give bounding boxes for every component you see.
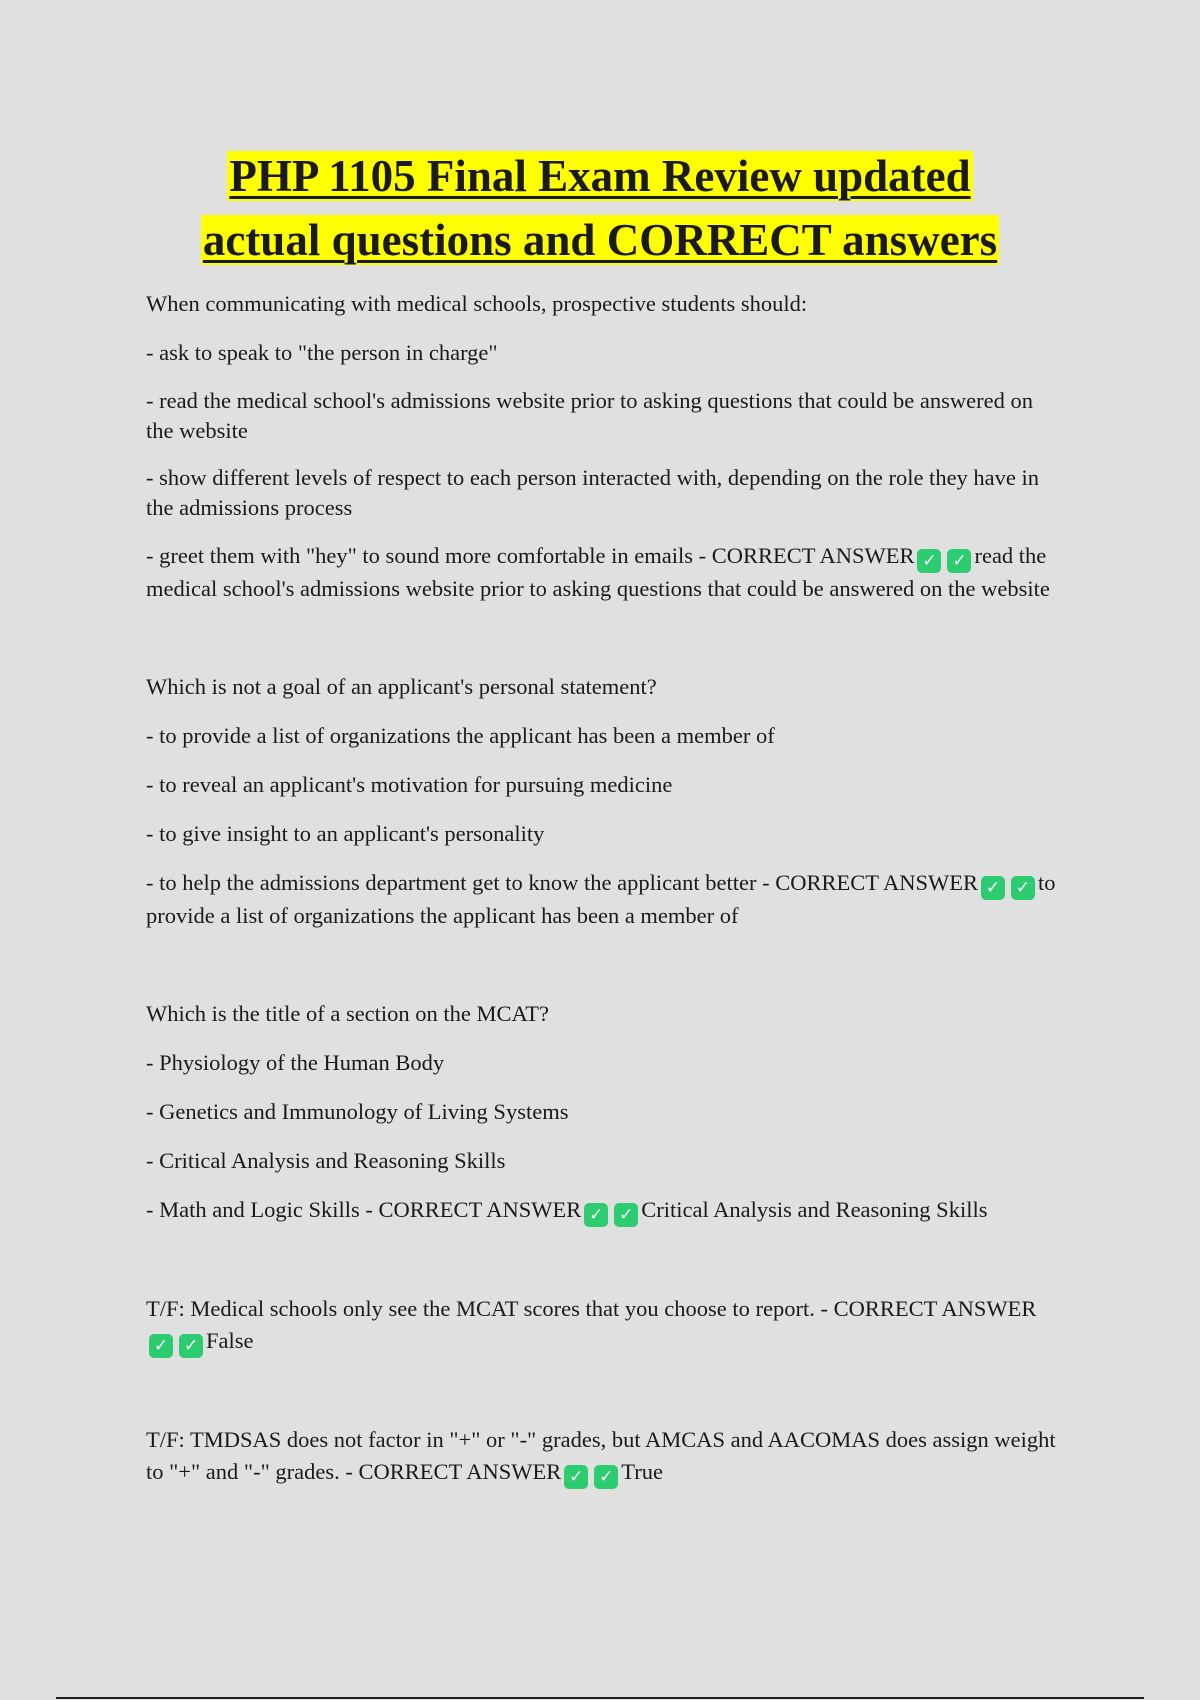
check-mark-icon: ✓: [594, 1465, 618, 1489]
check-mark-icon: ✓: [149, 1334, 173, 1358]
answer-option: - Math and Logic Skills - CORRECT ANSWER: [146, 1197, 582, 1222]
answer-option-with-correct-answer: [146, 540, 1056, 605]
answer-option: - show different levels of respect to each person interacted with, depending on the role they have in the admissions process: [146, 465, 1040, 520]
check-mark-icon: ✓: [1011, 876, 1035, 900]
correct-answer: Critical Analysis and Reasoning Skills: [641, 1197, 988, 1222]
question-prompt: T/F: TMDSAS does not factor in "+" or "-" grades, but AMCAS and AACOMAS does assign weight to "+" and "-" grades. - CORRECT ANSWER: [146, 1427, 1056, 1484]
correct-answer: to provide a list of organizations the applicant has been a member of: [146, 870, 1056, 928]
correct-answer: False: [206, 1328, 254, 1353]
check-mark-icon: ✓: [981, 876, 1005, 900]
check-mark-icon: ✓: [917, 549, 941, 573]
answer-option: - to help the admissions department get to know the applicant better - CORRECT ANSWER: [146, 870, 978, 895]
answer-option: - to give insight to an applicant's personality: [146, 821, 545, 846]
correct-answer: read the medical school's admissions website prior to asking questions that could be answered on the website: [146, 543, 1050, 601]
correct-answer: True: [621, 1459, 663, 1484]
question-block: [146, 998, 1056, 1227]
title-line-1: PHP 1105 Final Exam Review updated: [229, 151, 971, 201]
answer-option: - Genetics and Immunology of Living Systems: [146, 1099, 569, 1124]
check-mark-icon: ✓: [584, 1203, 608, 1227]
check-mark-icon: ✓: [614, 1203, 638, 1227]
answer-option: - Critical Analysis and Reasoning Skills: [146, 1148, 506, 1173]
check-mark-icon: ✓: [179, 1334, 203, 1358]
answer-option-with-correct-answer: [146, 867, 1056, 932]
question-prompt: T/F: Medical schools only see the MCAT scores that you choose to report. - CORRECT ANSWER: [146, 1296, 1037, 1321]
question-with-correct-answer: [146, 1293, 1056, 1358]
document-body: [146, 288, 1056, 1555]
check-mark-icon: ✓: [564, 1465, 588, 1489]
title-line-2: actual questions and CORRECT answers: [202, 215, 998, 265]
document-title: [0, 144, 1200, 272]
question-prompt: When communicating with medical schools, prospective students should:: [146, 291, 808, 316]
question-block: [146, 1424, 1056, 1489]
answer-option: - to reveal an applicant's motivation for pursuing medicine: [146, 772, 673, 797]
question-block: [146, 288, 1056, 605]
question-prompt: Which is not a goal of an applicant's personal statement?: [146, 674, 657, 699]
question-with-correct-answer: [146, 1424, 1056, 1489]
answer-option: - read the medical school's admissions website prior to asking questions that could be answered on the website: [146, 388, 1033, 443]
answer-option: - to provide a list of organizations the applicant has been a member of: [146, 723, 775, 748]
page-divider: [56, 1697, 1144, 1699]
check-mark-icon: ✓: [947, 549, 971, 573]
answer-option: - Physiology of the Human Body: [146, 1050, 445, 1075]
question-block: [146, 671, 1056, 932]
question-block: [146, 1293, 1056, 1358]
question-prompt: Which is the title of a section on the MCAT?: [146, 1001, 550, 1026]
answer-option-with-correct-answer: [146, 1194, 1056, 1227]
answer-option: - greet them with "hey" to sound more comfortable in emails - CORRECT ANSWER: [146, 543, 915, 568]
answer-option: - ask to speak to "the person in charge": [146, 340, 498, 365]
